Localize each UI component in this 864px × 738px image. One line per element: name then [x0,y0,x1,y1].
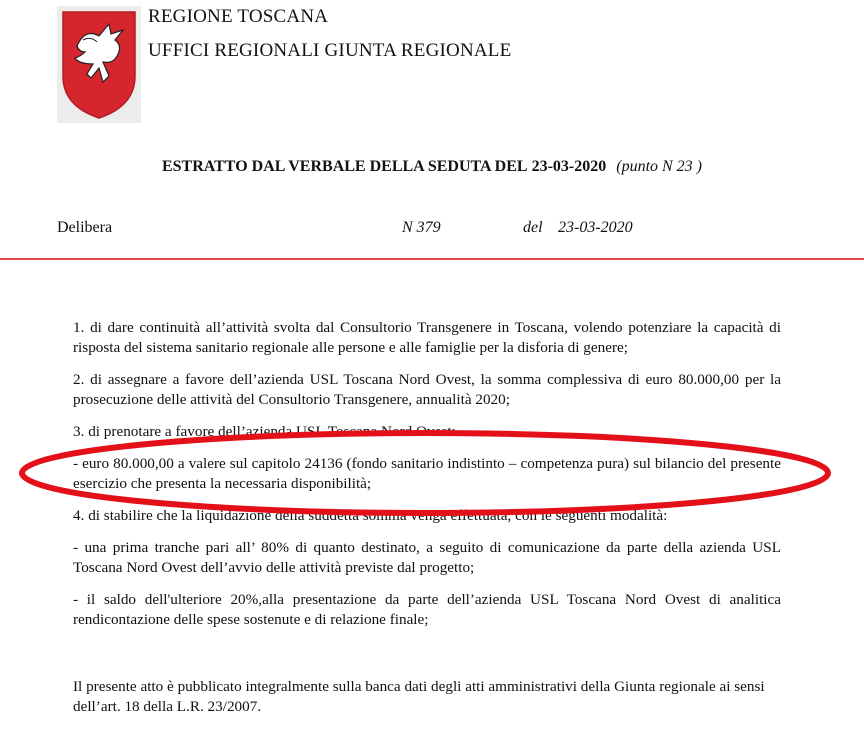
office-name: UFFICI REGIONALI GIUNTA REGIONALE [148,40,512,61]
paragraph-3: 3. di prenotare a favore dell’azienda USL Toscana Nord Ovest: [73,423,456,440]
delibera-date: 23-03-2020 [558,219,633,236]
paragraph-4: 4. di stabilire che la liquidazione della suddetta somma venga effettuata, con le seguenti modalità: [73,507,668,524]
delibera-number: N 379 [402,219,441,236]
estratto-title: ESTRATTO DAL VERBALE DELLA SEDUTA DEL [161,158,528,175]
region-name: REGIONE TOSCANA [148,6,329,27]
regione-toscana-emblem-icon [57,6,141,123]
delibera-label: Delibera [57,219,113,236]
delibera-body [73,318,781,642]
paragraph-4-tranche: - una prima tranche pari all’ 80% di quanto destinato, a seguito di comunicazione da parte della azienda USL Toscana Nord Ovest dell’avvio delle attività previste dal progetto; [73,539,781,576]
paragraph-4-saldo: - il saldo dell'ulteriore 20%,alla presentazione da parte dell’azienda USL Toscana Nord Ovest di analitica rendicontazione delle spese sostenute e di relazione finale; [73,591,781,628]
paragraph-3-detail: - euro 80.000,00 a valere sul capitolo 24136 (fondo sanitario indistinto – competenza pura) sul bilancio del presente esercizio che presenta la necessaria disponibilità; [73,455,781,492]
estratto-date: 23-03-2020 [531,158,607,175]
paragraph-1: 1. di dare continuità all’attività svolta dal Consultorio Transgenere in Toscana, volendo potenziare la capacità di risposta del sistema sanitario regionale alle persone e alle famiglie per la disforia di genere; [73,319,781,356]
delibera-del-label: del [523,219,543,236]
publication-note: Il presente atto è pubblicato integralmente sulla banca dati degli atti amministrativi della Giunta regionale ai sensi dell’art. 18 della L.R. 23/2007. [73,678,765,715]
estratto-heading [0,158,864,176]
header-divider [0,258,864,260]
paragraph-2: 2. di assegnare a favore dell’azienda USL Toscana Nord Ovest, la somma complessiva di euro 80.000,00 per la prosecuzione delle attività del Consultorio Transgenere, annualità 2020; [73,371,781,408]
estratto-punto: (punto N 23 ) [616,158,703,175]
